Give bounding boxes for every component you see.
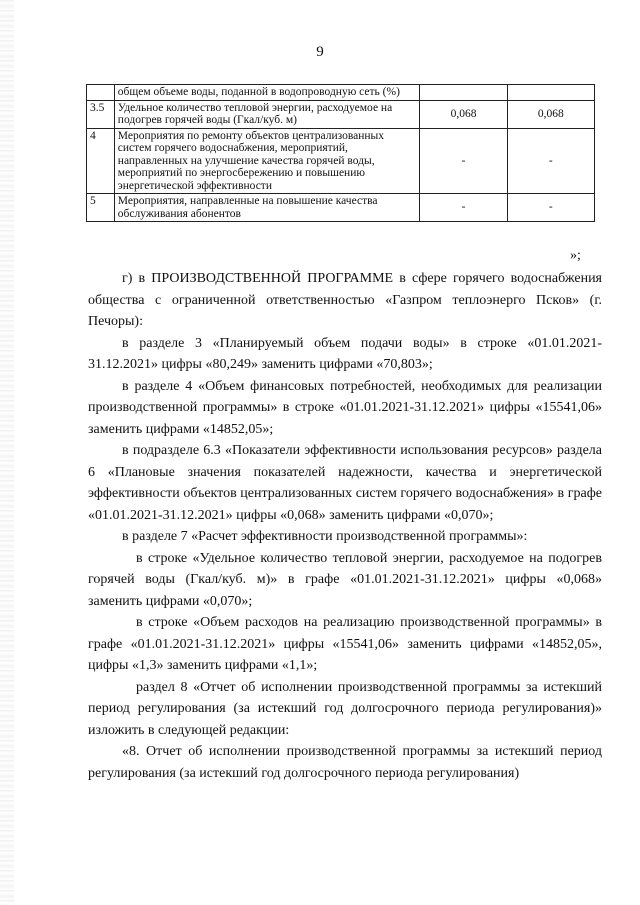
quote-closing: »; xyxy=(570,248,581,263)
indicator-table xyxy=(86,84,595,222)
row-value-2: - xyxy=(507,128,594,194)
paragraph: в разделе 7 «Расчет эффективности производственной программы»: xyxy=(122,529,528,544)
table-row xyxy=(87,100,595,128)
row-number xyxy=(87,85,115,101)
paragraph: в строке «Удельное количество тепловой энергии, расходуемое на подогрев горячей воды (Гкал/куб. м)» в графе «01.01.2021-31.12.2021» цифры «0,068» заменить цифрами «0,070»; xyxy=(88,550,602,609)
row-value-2: 0,068 xyxy=(507,100,594,128)
row-value-1: - xyxy=(420,194,507,222)
row-description: общем объеме воды, поданной в водопроводную сеть (%) xyxy=(114,85,420,101)
document-body xyxy=(88,268,602,784)
row-number: 5 xyxy=(87,194,115,222)
scan-edge-artifact xyxy=(0,0,14,905)
row-description: Мероприятия, направленные на повышение качества обслуживания абонентов xyxy=(114,194,420,222)
paragraph: в подразделе 6.3 «Показатели эффективности использования ресурсов» раздела 6 «Плановые значения показателей надежности, качества и энергетической эффективности объектов централизованных систем горячего водоснабжения» в графе «01.01.2021-31.12.2021» цифры «0,068» заменить цифрами «0,070»; xyxy=(88,443,602,523)
paragraph: в строке «Объем расходов на реализацию производственной программы» в графе «01.01.2021-31.12.2021» цифры «15541,06» заменить цифрами «14852,05», цифры «1,3» заменить цифрами «1,1»; xyxy=(88,615,602,673)
paragraph: «8. Отчет об исполнении производственной программы за истекший период регулирования (за истекший год долгосрочного периода регулирования) xyxy=(88,744,602,781)
paragraph: раздел 8 «Отчет об исполнении производственной программы за истекший период регулирования (за истекший год долгосрочного периода регулирования)» изложить в следующей редакции: xyxy=(88,679,602,738)
row-value-1: 0,068 xyxy=(420,100,507,128)
paragraph: в разделе 4 «Объем финансовых потребностей, необходимых для реализации производственной программы» в строке «01.01.2021-31.12.2021» цифры «15541,06» заменить цифрами «14852,05»; xyxy=(88,378,602,437)
row-description: Мероприятия по ремонту объектов централизованных систем горячего водоснабжения, мероприятий, направленных на улучшение качества горячей воды, мероприятий по энергосбережению и повышению энергетической эффективности xyxy=(114,128,420,194)
row-value-1: - xyxy=(420,128,507,194)
table-row xyxy=(87,85,595,101)
table-row xyxy=(87,194,595,222)
row-value-2: - xyxy=(507,194,594,222)
paragraph: в разделе 3 «Планируемый объем подачи воды» в строке «01.01.2021-31.12.2021» цифры «80,249» заменить цифрами «70,803»; xyxy=(88,335,602,372)
page-number: 9 xyxy=(316,44,324,60)
row-value-1 xyxy=(420,85,507,101)
row-number: 3.5 xyxy=(87,100,115,128)
row-description: Удельное количество тепловой энергии, расходуемое на подогрев горячей воды (Гкал/куб. м) xyxy=(114,100,420,128)
row-value-2 xyxy=(507,85,594,101)
table-row xyxy=(87,128,595,194)
row-number: 4 xyxy=(87,128,115,194)
paragraph: г) в ПРОИЗВОДСТВЕННОЙ ПРОГРАММЕ в сфере горячего водоснабжения общества с ограниченной ответственностью «Газпром теплоэнерго Псков» (г. Печоры): xyxy=(88,271,602,329)
